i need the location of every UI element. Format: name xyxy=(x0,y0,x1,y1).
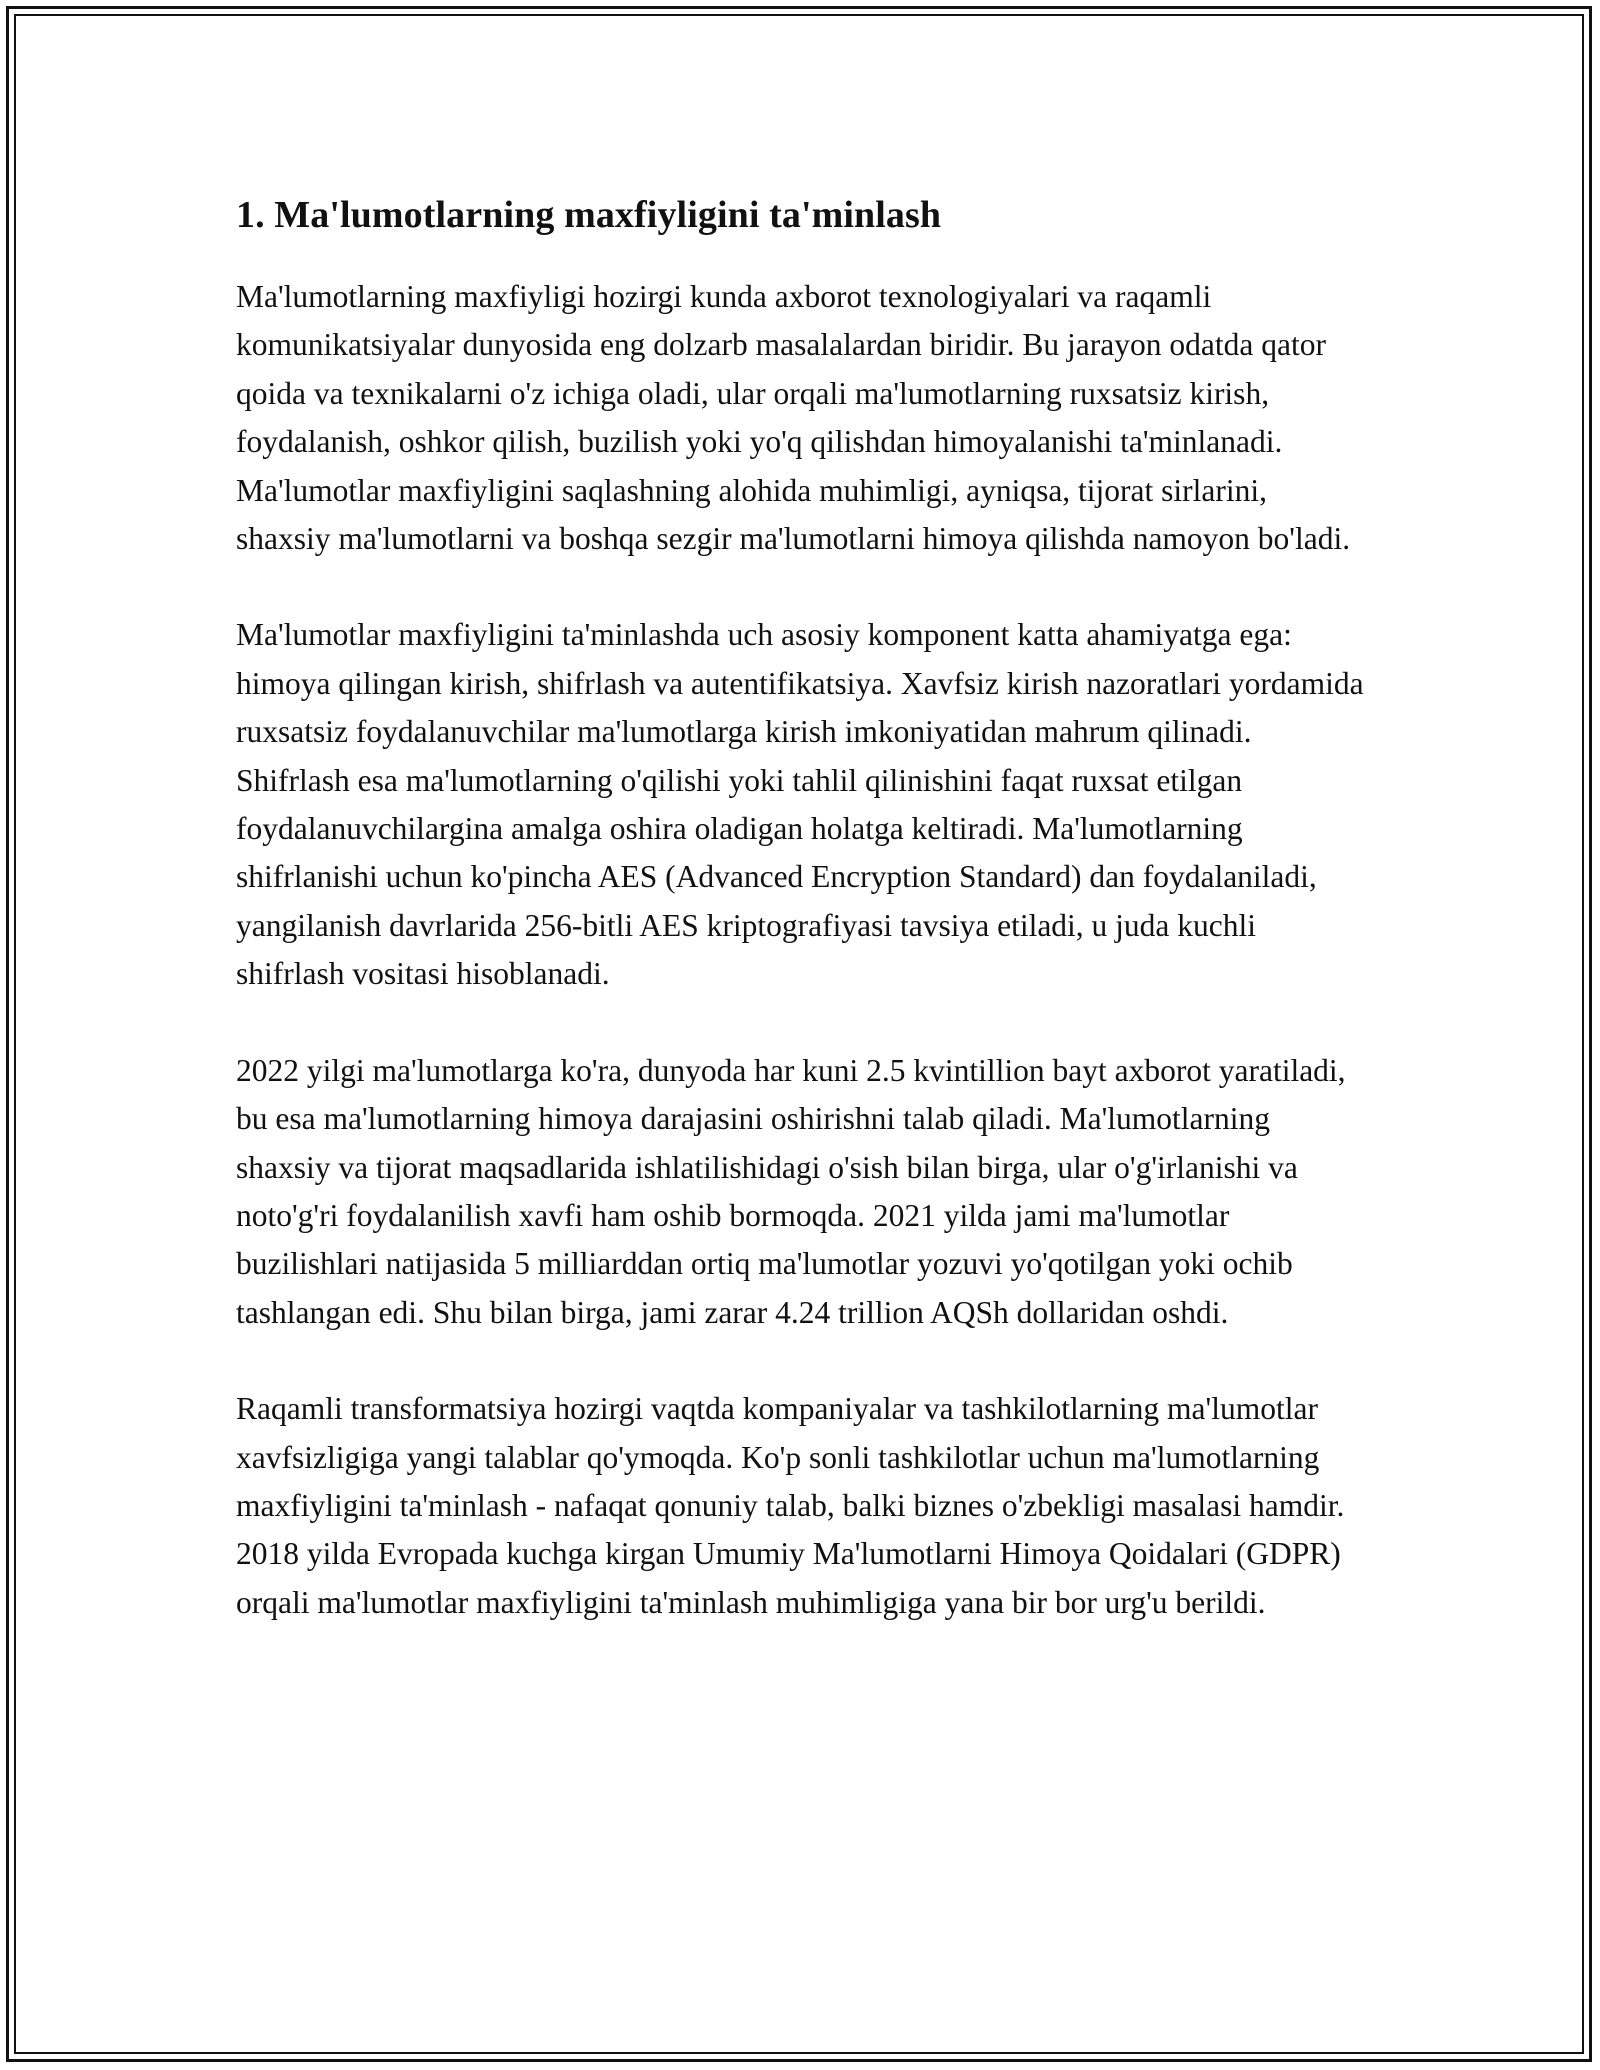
document-body xyxy=(236,190,1366,1675)
section-heading: 1. Ma'lumotlarning maxfiyligini ta'minlash xyxy=(236,194,942,236)
paragraph-1: Ma'lumotlarning maxfiyligi hozirgi kunda axborot texnologiyalari va raqamli komunikatsiyalar dunyosida eng dolzarb masalalardan biridir. Bu jarayon odatda qator qoida va texnikalarni o'z ichiga oladi, ular orqali ma'lumotlarning ruxsatsiz kirish, foydalanish, oshkor qilish, buzilish yoki yo'q qilishdan himoyalanishi ta'minlanadi. Ma'lumotlar maxfiyligini saqlashning alohida muhimligi, ayniqsa, tijorat sirlarini, shaxsiy ma'lumotlarni va boshqa sezgir ma'lumotlarni himoya qilishda namoyon bo'ladi. xyxy=(236,279,1351,557)
paragraph-3: 2022 yilgi ma'lumotlarga ko'ra, dunyoda har kuni 2.5 kvintillion bayt axborot yaratiladi, bu esa ma'lumotlarning himoya darajasini oshirishni talab qiladi. Ma'lumotlarning shaxsiy va tijorat maqsadlarida ishlatilishidagi o'sish bilan birga, ular o'g'irlanishi va noto'g'ri foydalanilish xavfi ham oshib bormoqda. 2021 yilda jami ma'lumotlar buzilishlari natijasida 5 milliarddan ortiq ma'lumotlar yozuvi yo'qotilgan yoki ochib tashlangan edi. Shu bilan birga, jami zarar 4.24 trillion AQSh dollaridan oshdi. xyxy=(236,1052,1346,1330)
paragraph-4: Raqamli transformatsiya hozirgi vaqtda kompaniyalar va tashkilotlarning ma'lumotlar xavfsizligiga yangi talablar qo'ymoqda. Ko'p sonli tashkilotlar uchun ma'lumotlarning maxfiyligini ta'minlash - nafaqat qonuniy talab, balki biznes o'zbekligi masalasi hamdir. 2018 yilda Evropada kuchga kirgan Umumiy Ma'lumotlarni Himoya Qoidalari (GDPR) orqali ma'lumotlar maxfiyligini ta'minlash muhimligiga yana bir bor urg'u berildi. xyxy=(236,1391,1345,1620)
paragraph-2: Ma'lumotlar maxfiyligini ta'minlashda uch asosiy komponent katta ahamiyatga ega: himoya qilingan kirish, shifrlash va autentifikatsiya. Xavfsiz kirish nazoratlari yordamida ruxsatsiz foydalanuvchilar ma'lumotlarga kirish imkoniyatidan mahrum qilinadi. Shifrlash esa ma'lumotlarning o'qilishi yoki tahlil qilinishini faqat ruxsat etilgan foydalanuvchilargina amalga oshira oladigan holatga keltiradi. Ma'lumotlarning shifrlanishi uchun ko'pincha AES (Advanced Encryption Standard) dan foydalaniladi, yangilanish davrlarida 256-bitli AES kriptografiyasi tavsiya etiladi, u juda kuchli shifrlash vositasi hisoblanadi. xyxy=(236,617,1364,992)
